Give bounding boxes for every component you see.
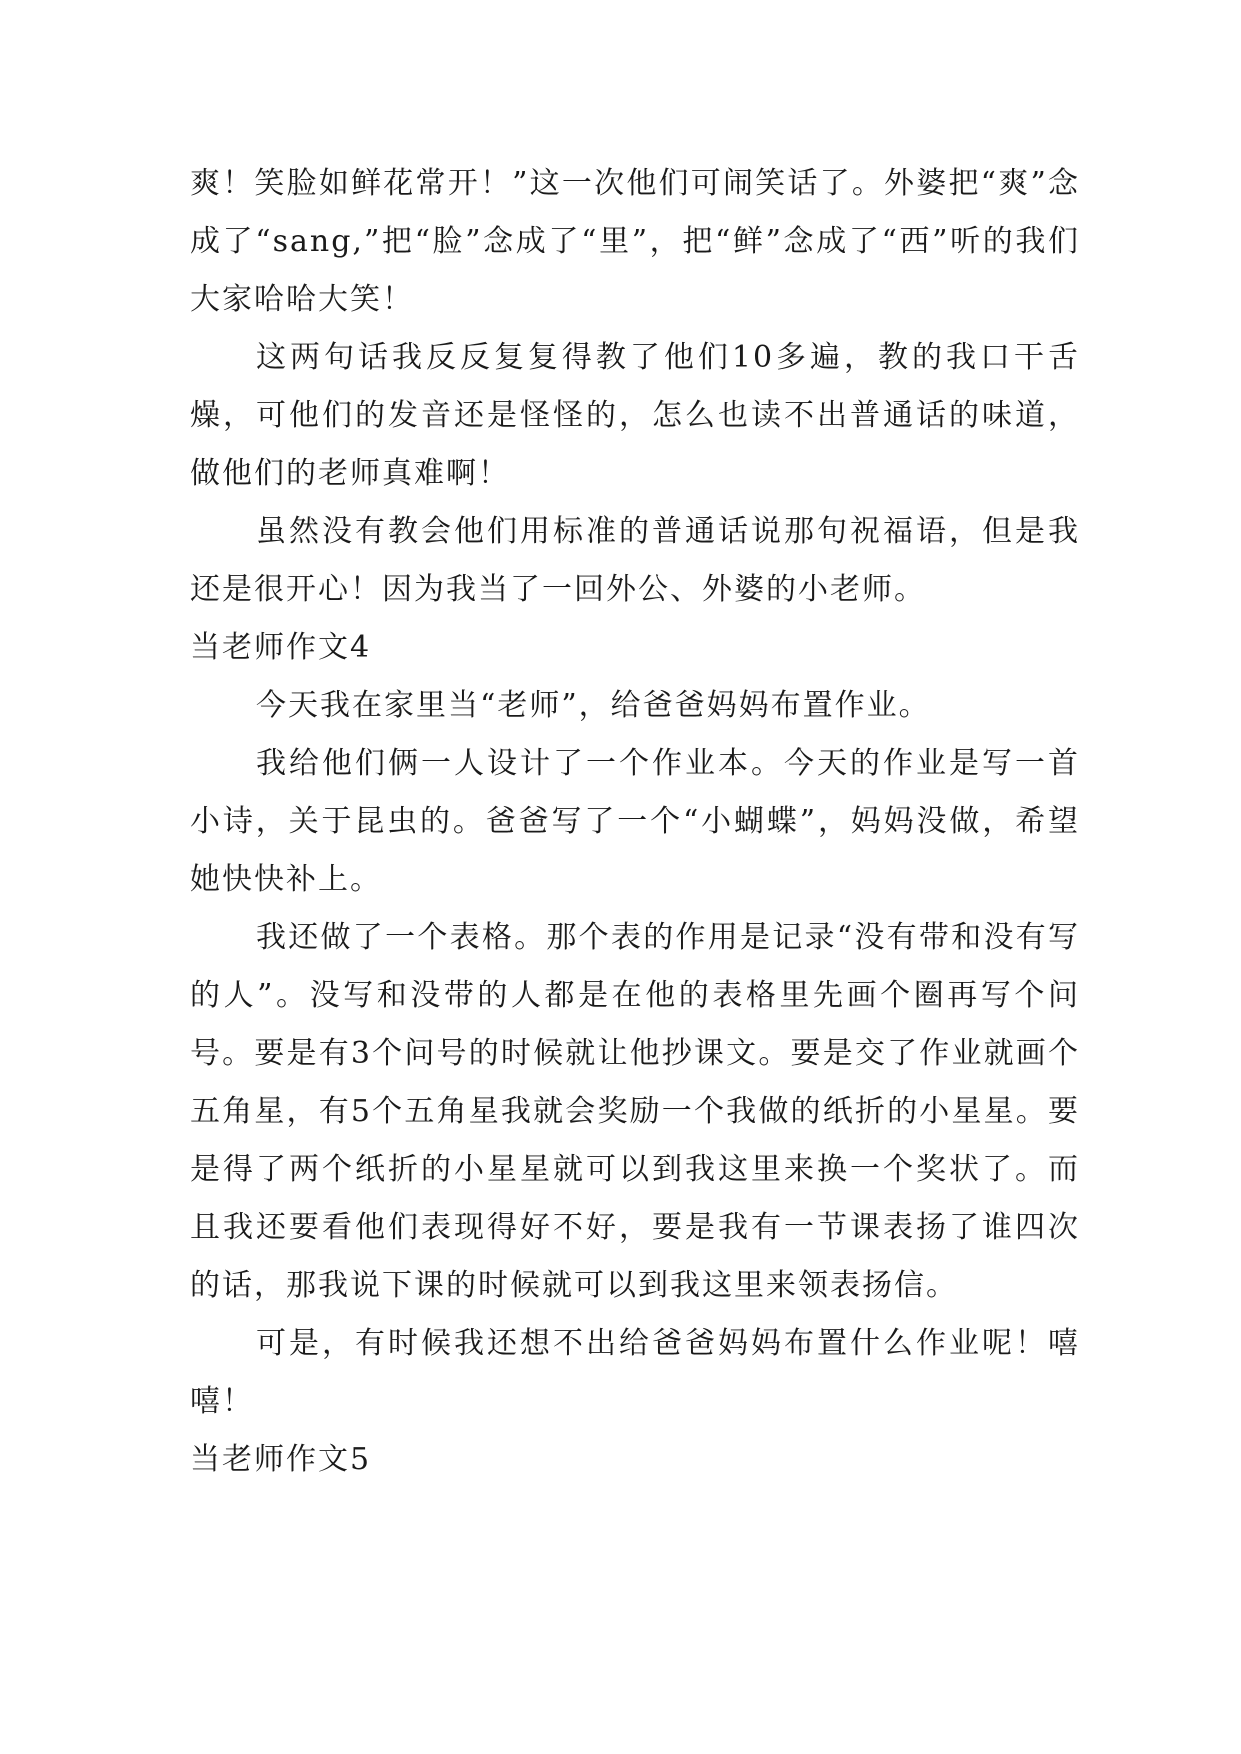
document-body [190, 155, 1080, 1489]
paragraph: 这两句话我反反复复得教了他们10多遍，教的我口干舌燥，可他们的发音还是怪怪的，怎么也读不出普通话的味道，做他们的老师真难啊！ [190, 340, 1080, 491]
section-heading: 当老师作文5 [190, 1442, 372, 1477]
paragraph: 今天我在家里当“老师”，给爸爸妈妈布置作业。 [256, 688, 931, 723]
paragraph: 爽！笑脸如鲜花常开！”这一次他们可闹笑话了。外婆把“爽”念成了“sang,”把“脸”念成了“里”，把“鲜”念成了“西”听的我们大家哈哈大笑！ [190, 166, 1080, 317]
paragraph: 虽然没有教会他们用标准的普通话说那句祝福语，但是我还是很开心！因为我当了一回外公、外婆的小老师。 [190, 514, 1080, 607]
paragraph: 可是，有时候我还想不出给爸爸妈妈布置什么作业呢！嘻嘻！ [190, 1326, 1080, 1419]
paragraph: 我给他们俩一人设计了一个作业本。今天的作业是写一首小诗，关于昆虫的。爸爸写了一个“小蝴蝶”，妈妈没做，希望她快快补上。 [190, 746, 1080, 897]
paragraph: 我还做了一个表格。那个表的作用是记录“没有带和没有写的人”。没写和没带的人都是在他的表格里先画个圈再写个问号。要是有3个问号的时候就让他抄课文。要是交了作业就画个五角星，有5个五角星我就会奖励一个我做的纸折的小星星。要是得了两个纸折的小星星就可以到我这里来换一个奖状了。而且我还要看他们表现得好不好，要是我有一节课表扬了谁四次的话，那我说下课的时候就可以到我这里来领表扬信。 [190, 920, 1080, 1303]
section-heading: 当老师作文4 [190, 630, 372, 665]
